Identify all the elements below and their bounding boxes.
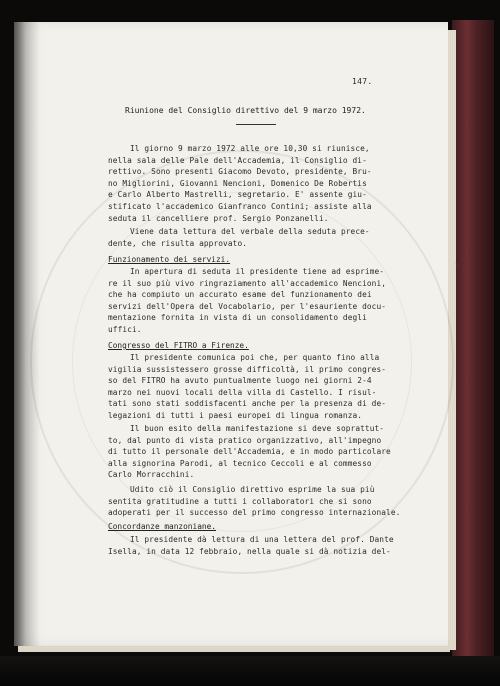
paragraph-congress — [108, 352, 408, 422]
text-line: vigilia sussistessero grosse difficoltà, il primo congres- — [108, 364, 387, 374]
text-line: In apertura di seduta il presidente tiene ad esprime- — [130, 267, 385, 276]
text-line: to, dal punto di vista pratico organizzativo, all'impegno — [108, 435, 382, 445]
text-line: dente, che risulta approvato. — [108, 238, 248, 248]
paragraph-gratitude — [108, 484, 408, 519]
text-line: Udito ciò il Consiglio direttivo esprime la sua più — [130, 485, 375, 494]
text-line: marzo nei nuovi locali della villa di Castello. I risul- — [108, 387, 377, 397]
page-title: Riunione del Consiglio direttivo del 9 marzo 1972. — [125, 106, 366, 115]
book-cover-edge — [452, 20, 494, 656]
text-line: so del FITRO ha avuto puntualmente luogo nei giorni 2-4 — [108, 376, 372, 386]
text-line: seduta il cancelliere prof. Sergio Ponzanelli. — [108, 213, 329, 223]
text-line: Carlo Morracchini. — [108, 470, 195, 480]
text-line: adoperati per il successo del primo congresso internazionale. — [108, 508, 401, 518]
page-number: 147. — [352, 77, 373, 86]
text-line: Il buon esito della manifestazione si deve soprattut- — [130, 424, 385, 433]
text-line: che ha compiuto un accurato esame del funzionamento dei — [108, 290, 372, 300]
paragraph-minutes — [108, 226, 408, 249]
book-bottom-edge — [0, 656, 500, 686]
paragraph-success — [108, 423, 408, 481]
text-line: Il giorno 9 marzo 1972 alle ore 10,30 si riunisce, — [130, 144, 370, 153]
text-line: sentita gratitudine a tutti i collaboratori che si sono — [108, 496, 372, 506]
text-line: alla signorina Parodi, al tecnico Ceccoli e al commesso — [108, 458, 372, 468]
text-line: Viene data lettura del verbale della seduta prece- — [130, 227, 370, 236]
text-line: nella sala delle Pale dell'Accademia, il Consiglio di- — [108, 155, 367, 165]
text-line: no Migliorini, Giovanni Nencioni, Domenico De Robertis — [108, 178, 367, 188]
text-line: Isella, in data 12 febbraio, nella quale si dà notizia del- — [108, 546, 391, 556]
text-line: Il presidente dà lettura di una lettera del prof. Dante — [130, 535, 394, 544]
text-line: Il presidente comunica poi che, per quanto fino alla — [130, 353, 380, 362]
title-underline — [236, 124, 276, 125]
text-line: rettivo. Sono presenti Giacomo Devoto, presidente, Bru- — [108, 167, 372, 177]
text-line: servizi dell'Opera del Vocabolario, per l'esauriente docu- — [108, 301, 387, 311]
text-line: e Carlo Alberto Mastrelli, segretario. E' assente giu- — [108, 190, 367, 200]
paragraph-services — [108, 266, 408, 336]
text-line: tati sono stati soddisfacenti anche per la presenza di de- — [108, 399, 387, 409]
margin-mark: 1 — [455, 262, 460, 270]
paragraph-attendance — [108, 143, 408, 224]
text-line: mentazione fornita in vista di un consolidamento degli — [108, 313, 367, 323]
section-heading-concordanze: Concordanze manzoniane. — [108, 522, 216, 531]
paragraph-concordanze — [108, 534, 408, 557]
text-line: legazioni di tutti i paesi europei di lingua romanza. — [108, 410, 363, 420]
section-heading-congress: Congresso del FITRO a Firenze. — [108, 341, 249, 350]
text-line: re il suo più vivo ringraziamento all'accademico Nencioni, — [108, 278, 387, 288]
text-line: stificato l'accademico Gianfranco Contini; assiste alla — [108, 201, 372, 211]
section-heading-services: Funzionamento dei servizi. — [108, 255, 231, 264]
text-line: di tutto il personale dell'Accademia, e in modo particolare — [108, 447, 391, 457]
text-line: uffici. — [108, 324, 142, 334]
